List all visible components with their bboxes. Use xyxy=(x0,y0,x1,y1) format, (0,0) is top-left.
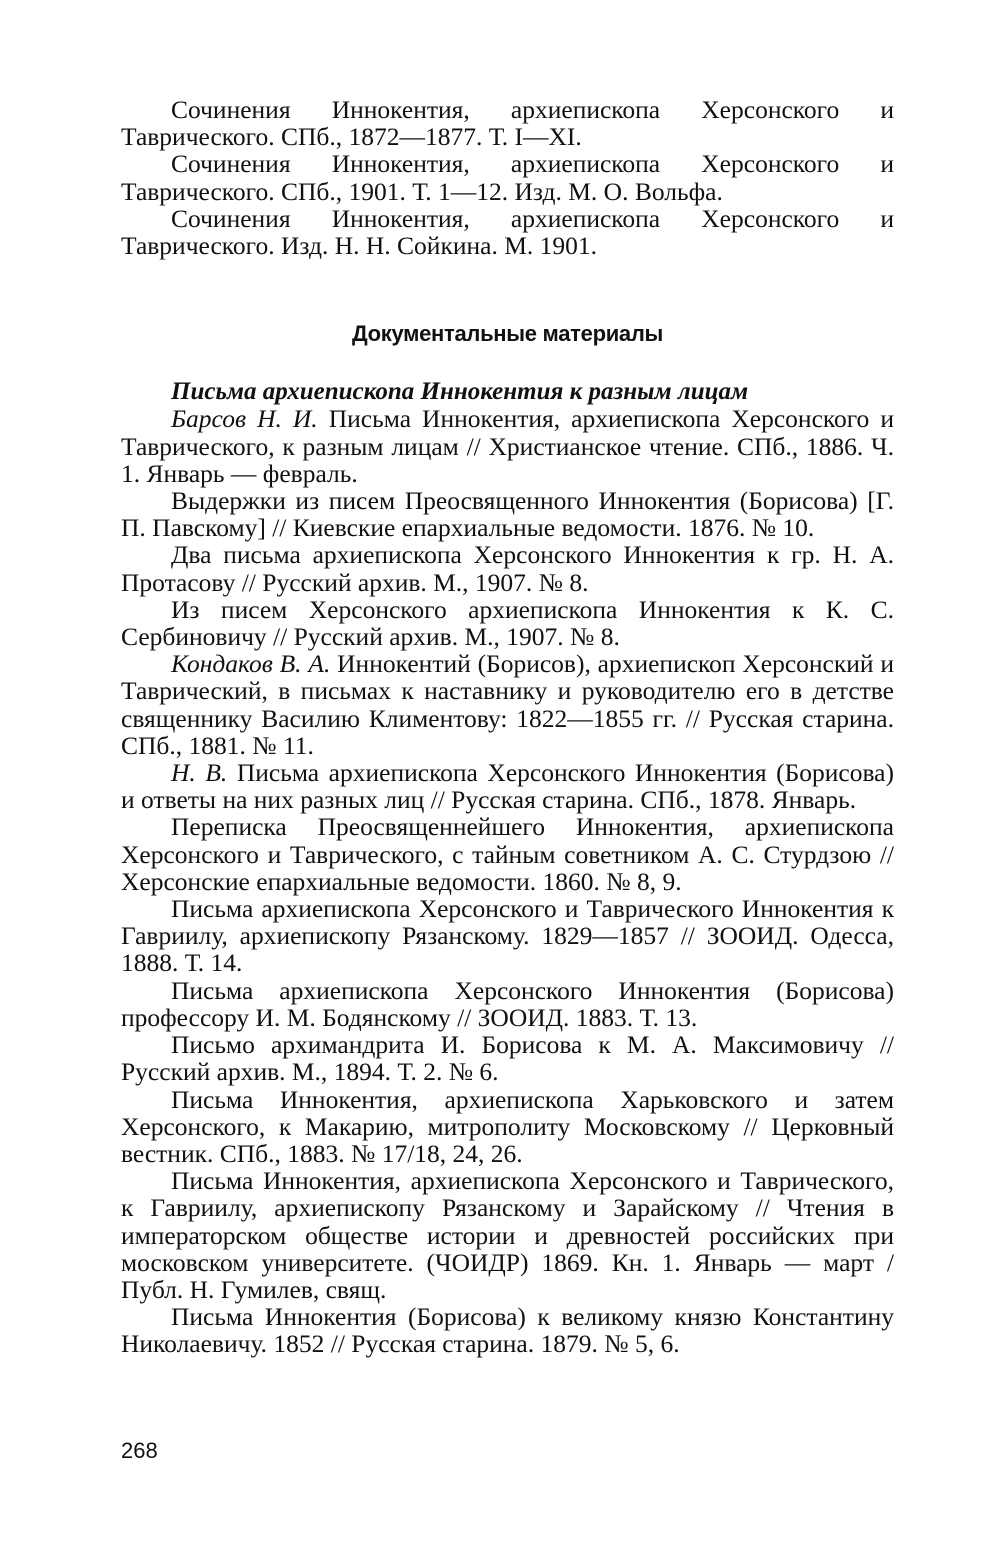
entry-text: Иннокентий (Борисов), архиепископ Херсонский и Таврический, в письмах к наставнику и руководителю его в детстве священнику Василию Климентову: 1822—1855 гг. // Русская старина. СПб., 1881. № 11. xyxy=(121,649,894,760)
entry-text: Письма Иннокентия, архиепископа Херсонского и Таврического, к Гавриилу, архиепископу Рязанскому и Зарайскому // Чтения в императорском обществе истории и древностей российских при московском университете. (ЧОИДР) 1869. Кн. 1. Январь — март / Публ. Н. Гумилев, свящ. xyxy=(121,1166,894,1304)
entry-text: Письма архиепископа Херсонского Иннокентия (Борисова) и ответы на них разных лиц // Русская старина. СПб., 1878. Январь. xyxy=(121,758,894,815)
entry-text: Письмо архимандрита И. Борисова к М. А. Максимовичу // Русский архив. М., 1894. Т. 2. № 6. xyxy=(121,1030,894,1087)
section-heading: Документальные материалы xyxy=(351,321,664,347)
entry-text: Из писем Херсонского архиепископа Иннокентия к К. С. Сербиновичу // Русский архив. М., 1907. № 8. xyxy=(121,594,894,652)
works-entry: Сочинения Иннокентия, архиепископа Херсонского и Таврического. СПб., 1872—1877. Т. I—XI. xyxy=(121,95,894,152)
bibliography-entry xyxy=(121,813,894,895)
bibliography-entry xyxy=(121,759,894,813)
bibliography-entry xyxy=(121,650,894,759)
entry-text: Письма Иннокентия, архиепископа Харьковского и затем Херсонского, к Макарию, митрополиту Московскому // Церковный вестник. СПб., 1883. № 17/18, 24, 26. xyxy=(121,1084,894,1168)
bibliography-entry xyxy=(121,1086,894,1168)
entry-text: Письма Иннокентия (Борисова) к великому князю Константину Николаевичу. 1852 // Русская старина. 1879. № 5, 6. xyxy=(121,1302,894,1359)
text-block xyxy=(121,96,894,1358)
bibliography-entry xyxy=(121,977,894,1031)
works-entry: Сочинения Иннокентия, архиепископа Херсонского и Таврического. Изд. Н. Н. Сойкина. М. 1901. xyxy=(121,203,894,261)
page-number: 268 xyxy=(121,1438,158,1463)
entry-text: Письма Иннокентия, архиепископа Херсонского и Таврического, к разным лицам // Христианское чтение. СПб., 1886. Ч. 1. Январь — февраль. xyxy=(121,404,894,488)
bibliography-entry xyxy=(121,895,894,977)
entry-text: Переписка Преосвященнейшего Иннокентия, архиепископа Херсонского и Таврического, с тайным советником А. С. Стурдзою // Херсонские епархиальные ведомости. 1860. № 8, 9. xyxy=(121,812,894,896)
entry-text: Два письма архиепископа Херсонского Иннокентия к гр. Н. А. Протасову // Русский архив. М., 1907. № 8. xyxy=(121,540,894,597)
entry-text: Письма архиепископа Херсонского Иннокентия (Борисова) профессору И. М. Бодянскому // ЗООИД. 1883. Т. 13. xyxy=(121,975,894,1032)
section-subheading: Письма архиепископа Иннокентия к разным лицам xyxy=(171,378,749,406)
works-entry: Сочинения Иннокентия, архиепископа Херсонского и Таврического. СПб., 1901. Т. 1—12. Изд. М. О. Вольфа. xyxy=(121,149,894,206)
bibliography-entry xyxy=(121,541,894,595)
bibliography-entry xyxy=(121,405,894,487)
bibliography-entry xyxy=(121,1167,894,1303)
bibliography-entry xyxy=(121,1303,894,1357)
bibliography-entry xyxy=(121,487,894,541)
entry-author: Барсов Н. И. xyxy=(171,404,318,434)
entry-text: Выдержки из писем Преосвященного Иннокентия (Борисова) [Г. П. Павскому] // Киевские епархиальные ведомости. 1876. № 10. xyxy=(121,486,894,543)
entry-author: Кондаков В. А. xyxy=(171,649,331,679)
entry-text: Письма архиепископа Херсонского и Таврического Иннокентия к Гавриилу, архиепископу Рязанскому. 1829—1857 // ЗООИД. Одесса, 1888. Т. 14. xyxy=(121,894,894,978)
bibliography-entry xyxy=(121,596,894,650)
entry-author: Н. В. xyxy=(171,758,228,788)
bibliography-entry xyxy=(121,1031,894,1085)
